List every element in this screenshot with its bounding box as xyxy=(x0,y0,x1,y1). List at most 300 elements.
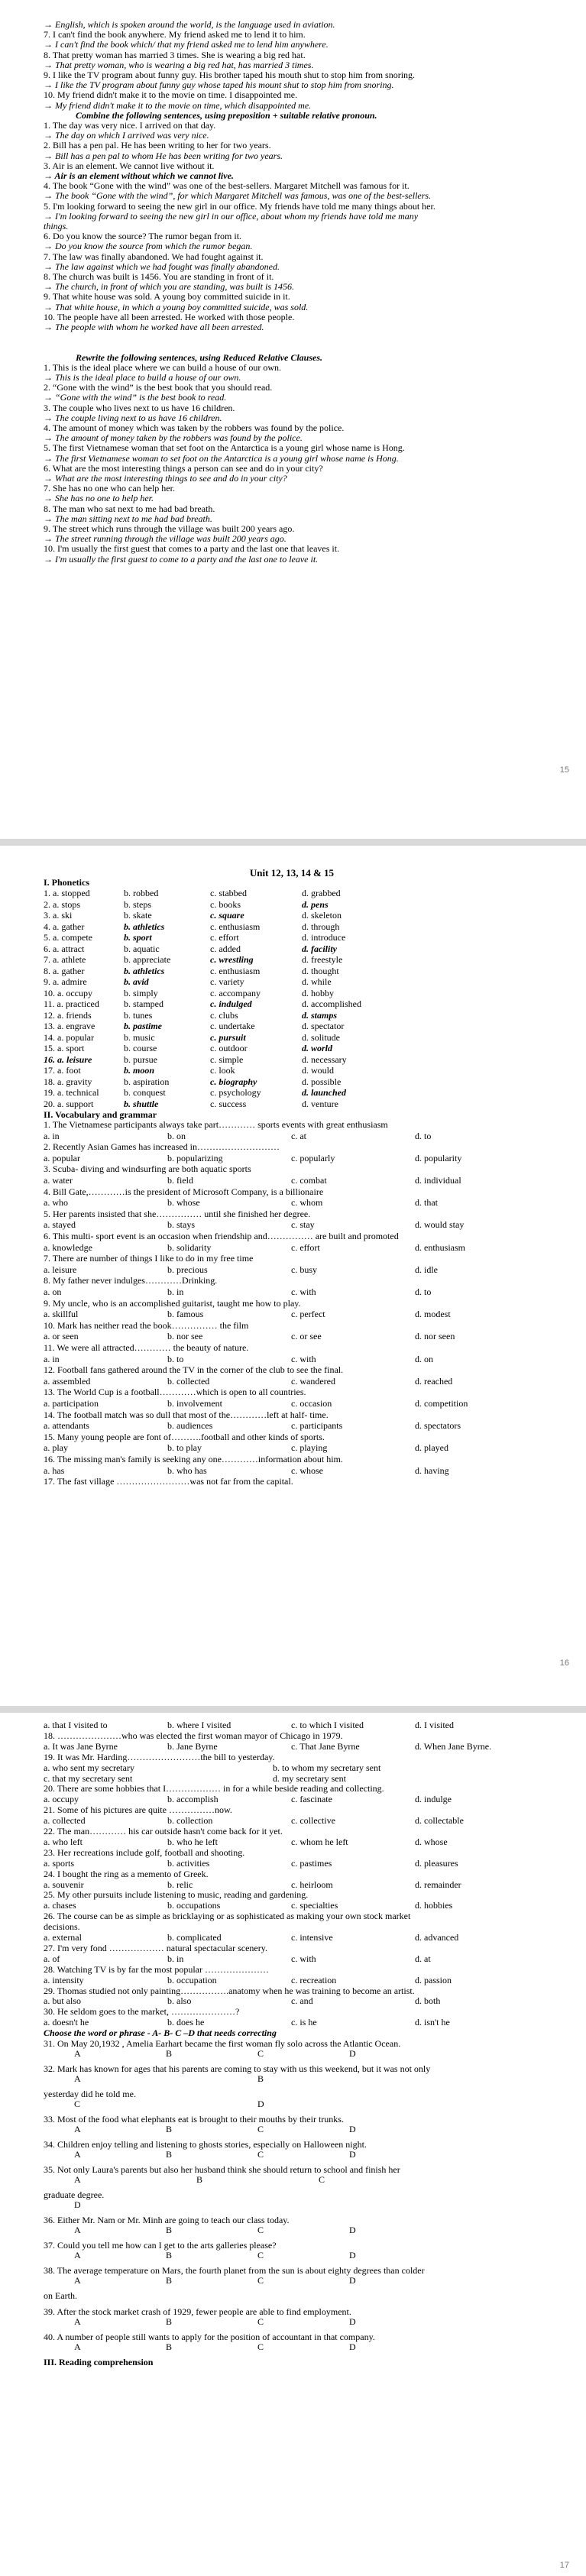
error-marker: B xyxy=(166,2250,173,2260)
answer-line: → The church, in front of which you are standing, was built is 1456. xyxy=(44,281,294,293)
vocab-option: d. modest xyxy=(415,1309,451,1320)
question-line: 4. The book “Gone with the wind” was one of the best-sellers. Margaret Mitchell was famous for it. xyxy=(44,180,410,192)
error-marker: A xyxy=(74,2250,81,2260)
vocab-options xyxy=(44,1354,540,1364)
error-marker: D xyxy=(349,2341,356,2352)
mc-option: d. my secretary sent xyxy=(273,1772,346,1784)
vocab-option: a. skillful xyxy=(44,1309,79,1320)
vocab-question: 7. There are number of things I like to do in my free time xyxy=(44,1253,254,1264)
mc-question: 23. Her recreations include golf, football and shooting. xyxy=(44,1846,245,1858)
vocab-option: c. stay xyxy=(291,1219,315,1231)
vocab-options xyxy=(44,1131,540,1141)
vocab-option: d. popularity xyxy=(415,1152,462,1163)
error-marker: D xyxy=(74,2199,81,2210)
phonetics-option: 9. a. admire xyxy=(44,976,87,987)
mc-option: b. to whom my secretary sent xyxy=(273,1762,381,1773)
error-marker: D xyxy=(349,2048,356,2059)
mc-question: 28. Watching TV is by far the most popular ………………… xyxy=(44,1963,270,1975)
phonetics-option: 12. a. friends xyxy=(44,1009,92,1021)
phonetics-option: c. success xyxy=(210,1098,247,1109)
phonetics-option: 2. a. stops xyxy=(44,898,80,910)
phonetics-option: 7. a. athlete xyxy=(44,954,86,965)
mc-option: a. of xyxy=(44,1953,60,1964)
phonetics-row xyxy=(44,1099,540,1110)
mc-options xyxy=(44,1880,540,1890)
phonetics-option: c. enthusiasm xyxy=(210,965,261,976)
question-line: 1. This is the ideal place where we can build a house of our own. xyxy=(44,361,282,373)
phonetics-option: 11. a. practiced xyxy=(44,998,99,1009)
phonetics-option: c. added xyxy=(210,943,241,954)
phonetics-option: c. outdoor xyxy=(210,1043,248,1053)
answer-line: → I'm looking forward to seeing the new girl in our office, about whom my friends have told me many xyxy=(44,210,419,222)
phonetics-heading: I. Phonetics xyxy=(44,877,89,888)
phonetics-option: c. accompany xyxy=(210,987,261,998)
phonetics-option: c. enthusiasm xyxy=(210,921,261,932)
vocab-question: 1. The Vietnamese participants always take part………… sports events with great enthusiasm xyxy=(44,1119,388,1130)
vocab-options xyxy=(44,1332,540,1341)
mc-question: 30. He seldom goes to the market, …………………? xyxy=(44,2006,240,2018)
question-line: 10. The people have all been arrested. He worked with those people. xyxy=(44,311,295,322)
phonetics-option: b. sport xyxy=(124,932,152,943)
mc-option: a. souvenir xyxy=(44,1879,84,1890)
answer-line: → “Gone with the wind” is the best book to read. xyxy=(44,392,227,403)
mc-options xyxy=(44,1816,540,1826)
vocab-question: 17. The fast village ……………………was not far from the capital. xyxy=(44,1476,293,1487)
phonetics-option: b. athletics xyxy=(124,921,165,932)
error-marker: C xyxy=(257,2341,264,2352)
mc-option: d. When Jane Byrne. xyxy=(415,1740,492,1752)
vocab-options xyxy=(44,1176,540,1186)
error-question: 36. Either Mr. Nam or Mr. Minh are going to teach our class today. xyxy=(44,2215,290,2225)
vocab-option: a. popular xyxy=(44,1152,80,1163)
error-marker: D xyxy=(349,2225,356,2235)
error-marker: C xyxy=(257,2124,264,2134)
vocab-option: b. whose xyxy=(167,1197,200,1209)
vocab-option: c. busy xyxy=(291,1264,317,1275)
phonetics-option: d. would xyxy=(302,1065,334,1076)
mc-question: 24. I bought the ring as a memento of Greek. xyxy=(44,1868,209,1879)
error-marker: B xyxy=(166,2048,173,2059)
mc-option: a. external xyxy=(44,1932,82,1943)
phonetics-row xyxy=(44,1010,540,1021)
vocab-question: 8. My father never indulges…………Drinking. xyxy=(44,1275,218,1286)
document-page-16 xyxy=(0,846,586,1706)
mc-option: a. but also xyxy=(44,1995,81,2007)
phonetics-option: b. aquatic xyxy=(124,943,160,954)
error-marker: B xyxy=(166,2341,173,2352)
error-marker: A xyxy=(74,2341,81,2352)
vocab-option: a. in xyxy=(44,1353,60,1364)
phonetics-option: c. square xyxy=(210,910,244,921)
vocab-question: 5. Her parents insisted that she…………… until she finished her degree. xyxy=(44,1208,311,1219)
phonetics-option: 16. a. leisure xyxy=(44,1053,92,1065)
phonetics-option: c. biography xyxy=(210,1076,257,1087)
vocab-option: c. perfect xyxy=(291,1309,325,1320)
vocab-options xyxy=(44,1154,540,1163)
mc-options xyxy=(44,1954,540,1964)
vocab-options xyxy=(44,1399,540,1409)
vocab-option: c. wandered xyxy=(291,1375,335,1387)
phonetics-option: 14. a. popular xyxy=(44,1031,94,1043)
error-marker: A xyxy=(74,2316,81,2327)
error-marker: C xyxy=(257,2048,264,2059)
error-marker: A xyxy=(74,2124,81,2134)
mc-option: c. and xyxy=(291,1995,313,2007)
vocab-options xyxy=(44,1377,540,1387)
error-question: 39. After the stock market crash of 1929, fewer people are able to find employment. xyxy=(44,2306,351,2317)
error-question: graduate degree. xyxy=(44,2189,105,2200)
mc-option: c. recreation xyxy=(291,1974,337,1985)
question-line: 3. The couple who lives next to us have 16 children. xyxy=(44,402,235,413)
mc-option: b. also xyxy=(167,1995,192,2007)
mc-option: c. is he xyxy=(291,2017,317,2028)
mc-option: a. chases xyxy=(44,1900,76,1911)
vocab-option: b. stays xyxy=(167,1219,195,1231)
answer-line: → The day on which I arrived was very nice. xyxy=(44,130,209,141)
mc-option: a. who left xyxy=(44,1836,83,1847)
answer-line: → I like the TV program about funny guy whose taped his mount shut to stop him from snoring. xyxy=(44,79,394,91)
vocab-option: c. whose xyxy=(291,1464,323,1476)
page-number: 15 xyxy=(559,765,569,775)
answer-line: → This is the ideal place to build a house of our own. xyxy=(44,372,241,383)
mc-option: a. that I visited to xyxy=(44,1720,108,1730)
vocab-question: 6. This multi- sport event is an occasion when friendship and…………… are built and promoted xyxy=(44,1231,399,1241)
phonetics-option: d. through xyxy=(302,921,340,932)
question-line: 6. Do you know the source? The rumor began from it. xyxy=(44,231,242,242)
answer-line: → My friend didn't make it to the movie on time, which disappointed me. xyxy=(44,99,312,111)
mc-question: 20. There are some hobbies that I……………… in for a while beside reading and collecting. xyxy=(44,1783,384,1794)
vocab-options xyxy=(44,1443,540,1453)
mc-question: decisions. xyxy=(44,1921,80,1933)
mc-option: c. specialties xyxy=(291,1900,338,1911)
phonetics-option: b. steps xyxy=(124,898,151,910)
phonetics-option: b. stamped xyxy=(124,998,163,1009)
error-marker: B xyxy=(166,2275,173,2286)
vocab-option: a. stayed xyxy=(44,1219,76,1231)
phonetics-option: d. accomplished xyxy=(302,998,361,1009)
page-number: 16 xyxy=(559,1659,569,1668)
phonetics-option: d. pens xyxy=(302,898,329,910)
error-marker: C xyxy=(319,2174,325,2185)
vocab-option: d. played xyxy=(415,1442,448,1454)
vocab-option: c. playing xyxy=(291,1442,328,1454)
mc-option: a. sports xyxy=(44,1857,74,1869)
vocab-option: d. nor seen xyxy=(415,1331,455,1342)
phonetics-row xyxy=(44,976,540,988)
phonetics-option: 8. a. gather xyxy=(44,965,85,976)
phonetics-row xyxy=(44,888,540,899)
answer-line: → The street running through the village was built 200 years ago. xyxy=(44,533,287,545)
phonetics-option: d. thought xyxy=(302,965,339,976)
error-question: 38. The average temperature on Mars, the fourth planet from the sun is about eighty degrees than colder xyxy=(44,2265,425,2276)
phonetics-option: c. indulged xyxy=(210,998,252,1009)
mc-question: 27. I'm very fond ……………… natural spectacular scenery. xyxy=(44,1942,267,1953)
mc-options xyxy=(44,1794,540,1804)
section-instruction: Rewrite the following sentences, using Reduced Relative Clauses. xyxy=(76,351,323,363)
phonetics-option: 15. a. sport xyxy=(44,1043,85,1053)
answer-line: → The law against which we had fought was finally abandoned. xyxy=(44,261,280,272)
vocab-question: 12. Football fans gathered around the TV in the corner of the club to see the final. xyxy=(44,1364,344,1376)
question-line: 2. Bill has a pen pal. He has been writing to her for two years. xyxy=(44,140,271,151)
vocab-option: a. who xyxy=(44,1197,68,1209)
vocab-option: a. participation xyxy=(44,1398,99,1409)
mc-options xyxy=(44,1763,540,1773)
phonetics-option: 10. a. occupy xyxy=(44,987,92,998)
phonetics-row xyxy=(44,954,540,966)
vocab-options xyxy=(44,1220,540,1230)
error-marker: C xyxy=(257,2149,264,2160)
vocab-option: d. competition xyxy=(415,1398,468,1409)
mc-options xyxy=(44,1720,540,1730)
phonetics-grid xyxy=(44,888,540,1109)
vocab-option: c. combat xyxy=(291,1175,327,1186)
mc-option: d. remainder xyxy=(415,1879,461,1890)
phonetics-option: c. books xyxy=(210,898,241,910)
mc-option: a. who sent my secretary xyxy=(44,1762,134,1773)
phonetics-option: c. effort xyxy=(210,932,239,943)
vocab-option: d. to xyxy=(415,1130,432,1141)
mc-option: c. pastimes xyxy=(291,1857,332,1869)
phonetics-option: b. music xyxy=(124,1031,155,1043)
mc-options xyxy=(44,1837,540,1847)
error-marker: D xyxy=(349,2149,356,2160)
vocab-option: a. in xyxy=(44,1130,60,1141)
phonetics-option: 13. a. engrave xyxy=(44,1021,96,1031)
phonetics-option: b. avid xyxy=(124,976,149,987)
phonetics-option: b. conquest xyxy=(124,1087,166,1098)
question-line: 10. My friend didn't make it to the movie on time. I disappointed me. xyxy=(44,89,298,101)
phonetics-option: d. stamps xyxy=(302,1009,338,1021)
phonetics-option: d. grabbed xyxy=(302,888,341,898)
answer-line: → English, which is spoken around the world, is the language used in aviation. xyxy=(44,19,335,30)
error-question: 33. Most of the food what elephants eat is brought to their mouths by their trunks. xyxy=(44,2114,344,2125)
vocab-option: b. nor see xyxy=(167,1331,203,1342)
phonetics-option: b. athletics xyxy=(124,965,165,976)
mc-question: 21. Some of his pictures are quite ……………now. xyxy=(44,1804,232,1816)
phonetics-option: 6. a. attract xyxy=(44,943,85,954)
vocab-option: b. field xyxy=(167,1175,193,1186)
error-question: 35. Not only Laura's parents but also her husband think she should return to school and finish her xyxy=(44,2164,400,2175)
vocab-question: 10. Mark has neither read the book…………… the film xyxy=(44,1319,249,1331)
question-line: 10. I'm usually the first guest that comes to a party and the last one that leaves it. xyxy=(44,543,340,555)
question-line: 4. The amount of money which was taken by the robbers was found by the police. xyxy=(44,422,345,433)
question-line: 5. The first Vietnamese woman that set foot on the Antarctica is a young girl whose name is Hong. xyxy=(44,442,405,454)
document-page-15 xyxy=(0,0,586,839)
vocab-question: 14. The football match was so dull that most of the…………left at half- time. xyxy=(44,1409,329,1420)
error-marker: D xyxy=(257,2099,264,2109)
phonetics-row xyxy=(44,932,540,943)
mc-option: d. advanced xyxy=(415,1932,459,1943)
phonetics-row xyxy=(44,998,540,1010)
error-marker: A xyxy=(74,2048,81,2059)
error-marker: B xyxy=(166,2316,173,2327)
phonetics-row xyxy=(44,910,540,921)
mc-option: c. fascinate xyxy=(291,1794,332,1805)
mc-option: a. collected xyxy=(44,1815,86,1827)
question-line: 9. I like the TV program about funny guy. His brother taped his mouth shut to stop him from snoring. xyxy=(44,70,416,80)
mc-option: b. accomplish xyxy=(167,1794,219,1805)
vocab-question: 13. The World Cup is a football…………which is open to all countries. xyxy=(44,1387,306,1398)
mc-option: d. I visited xyxy=(415,1720,454,1730)
vocab-option: d. having xyxy=(415,1464,449,1476)
vocab-option: b. precious xyxy=(167,1264,208,1275)
answer-line: → That white house, in which a young boy committed suicide, was sold. xyxy=(44,301,309,312)
error-marker: D xyxy=(349,2124,356,2134)
mc-option: b. collection xyxy=(167,1815,213,1827)
phonetics-option: d. possible xyxy=(302,1076,342,1087)
vocab-options xyxy=(44,1309,540,1319)
mc-option: a. doesn't he xyxy=(44,2017,89,2028)
phonetics-option: d. skeleton xyxy=(302,910,342,921)
error-marker: A xyxy=(74,2073,81,2084)
vocab-option: c. effort xyxy=(291,1241,320,1253)
vocab-options xyxy=(44,1287,540,1297)
phonetics-row xyxy=(44,943,540,955)
phonetics-row xyxy=(44,1087,540,1099)
vocab-question: 4. Bill Gate,…………is the president of Microsoft Company, is a billionaire xyxy=(44,1186,324,1197)
mc-option: c. That Jane Byrne xyxy=(291,1740,360,1752)
answer-line: → I'm usually the first guest to come to a party and the last one to leave it. xyxy=(44,553,319,565)
phonetics-row xyxy=(44,966,540,977)
mc-option: b. activities xyxy=(167,1857,210,1869)
mc-option: b. does he xyxy=(167,2017,205,2028)
phonetics-option: d. while xyxy=(302,976,332,987)
phonetics-option: d. spectator xyxy=(302,1021,345,1031)
error-marker: A xyxy=(74,2174,81,2185)
mc-options xyxy=(44,1933,540,1943)
error-marker: D xyxy=(349,2250,356,2260)
mc-option: b. where I visited xyxy=(167,1720,231,1730)
vocab-options xyxy=(44,1198,540,1208)
phonetics-option: b. moon xyxy=(124,1065,155,1076)
phonetics-option: c. variety xyxy=(210,976,244,987)
mc-option: b. who he left xyxy=(167,1836,218,1847)
phonetics-option: 18. a. gravity xyxy=(44,1076,92,1087)
mc-question: 29. Thomas studied not only painting…………….anatomy when he was training to become an artist. xyxy=(44,1985,415,1996)
phonetics-row xyxy=(44,988,540,999)
mc-option: b. in xyxy=(167,1953,184,1964)
phonetics-row xyxy=(44,1054,540,1066)
question-line: 7. She has no one who can help her. xyxy=(44,483,175,494)
phonetics-option: d. world xyxy=(302,1043,333,1053)
question-line: 5. I'm looking forward to seeing the new girl in our office. My friends have told me many things about her. xyxy=(44,200,435,212)
vocab-option: b. solidarity xyxy=(167,1241,212,1253)
phonetics-row xyxy=(44,1043,540,1054)
question-line: 1. The day was very nice. I arrived on that day. xyxy=(44,120,216,131)
vocab-options xyxy=(44,1265,540,1275)
mc-option: d. both xyxy=(415,1995,441,2007)
vocab-option: a. assembled xyxy=(44,1375,91,1387)
vocab-question: 9. My uncle, who is an accomplished guitarist, taught me how to play. xyxy=(44,1297,301,1309)
question-line: 8. The church was built is 1456. You are standing in front of it. xyxy=(44,271,274,282)
vocab-option: b. famous xyxy=(167,1309,204,1320)
answer-line: things. xyxy=(44,221,69,231)
error-question: 31. On May 20,1932 , Amelia Earhart became the first woman fly solo across the Atlantic Ocean. xyxy=(44,2038,401,2049)
mc-options xyxy=(44,2018,540,2027)
vocab-heading: II. Vocabulary and grammar xyxy=(44,1109,157,1120)
mc-option: d. at xyxy=(415,1953,431,1964)
answer-line: → That pretty woman, who is wearing a big red hat, has married 3 times. xyxy=(44,59,314,70)
reading-section-heading: III. Reading comprehension xyxy=(44,2357,154,2367)
vocab-option: a. knowledge xyxy=(44,1241,92,1253)
mc-option: c. with xyxy=(291,1953,316,1964)
mc-option: d. hobbies xyxy=(415,1900,453,1911)
vocab-option: a. has xyxy=(44,1464,65,1476)
answer-line: → Air is an element without which we cannot live. xyxy=(44,170,234,181)
vocab-option: d. spectators xyxy=(415,1420,461,1432)
phonetics-option: c. pursuit xyxy=(210,1031,246,1043)
question-line: 9. The street which runs through the village was built 200 years ago. xyxy=(44,523,295,534)
vocab-question: 2. Recently Asian Games has increased in……………………… xyxy=(44,1141,280,1153)
mc-option: d. pleasures xyxy=(415,1857,458,1869)
phonetics-option: b. simply xyxy=(124,987,158,998)
error-marker: B xyxy=(166,2225,173,2235)
mc-option: b. relic xyxy=(167,1879,193,1890)
phonetics-option: 5. a. compete xyxy=(44,932,92,943)
question-line: 2. “Gone with the wind” is the best book that you should read. xyxy=(44,382,273,393)
phonetics-option: b. skate xyxy=(124,910,152,921)
error-question: 32. Mark has known for ages that his parents are coming to stay with us this weekend, but it was not only xyxy=(44,2063,431,2074)
question-line: 7. The law was finally abandoned. We had fought against it. xyxy=(44,251,264,262)
mc-question: 19. It was Mr. Harding……………………the bill to yesterday. xyxy=(44,1751,275,1762)
answer-line: → The book “Gone with the wind”, for which Margaret Mitchell was famous, was one of the best-sellers. xyxy=(44,190,432,202)
mc-option: a. intensity xyxy=(44,1974,84,1985)
mc-option: d. passion xyxy=(415,1974,452,1985)
vocab-options xyxy=(44,1243,540,1253)
vocab-option: c. with xyxy=(291,1353,316,1364)
mc-options xyxy=(44,1774,540,1784)
answer-line: → I can't find the book which/ that my friend asked me to lend him anywhere. xyxy=(44,39,329,50)
mc-option: d. isn't he xyxy=(415,2017,450,2028)
phonetics-option: c. simple xyxy=(210,1053,244,1065)
error-marker: B xyxy=(257,2073,264,2084)
phonetics-option: c. psychology xyxy=(210,1087,261,1098)
section-instruction: Combine the following sentences, using preposition + suitable relative pronoun. xyxy=(76,109,377,121)
mc-option: c. intensive xyxy=(291,1932,333,1943)
phonetics-option: c. wrestling xyxy=(210,954,254,965)
vocab-question: 11. We were all attracted………… the beauty of nature. xyxy=(44,1342,249,1353)
vocab-option: b. audiences xyxy=(167,1420,213,1432)
mc-option: c. collective xyxy=(291,1815,335,1827)
error-question: 37. Could you tell me how can I get to the arts galleries please? xyxy=(44,2240,277,2251)
mc-question: 22. The man………… his car outside hasn't come back for it yet. xyxy=(44,1826,283,1837)
answer-line: → Do you know the source from which the rumor began. xyxy=(44,241,253,252)
phonetics-option: 1. a. stopped xyxy=(44,888,90,898)
answer-line: → The man sitting next to me had bad breath. xyxy=(44,513,212,524)
error-marker: D xyxy=(349,2316,356,2327)
vocab-option: b. to play xyxy=(167,1442,202,1454)
phonetics-option: d. venture xyxy=(302,1098,338,1109)
error-marker: A xyxy=(74,2225,81,2235)
phonetics-option: d. freestyle xyxy=(302,954,343,965)
phonetics-row xyxy=(44,1032,540,1044)
phonetics-option: b. pursue xyxy=(124,1053,157,1065)
mc-option: a. It was Jane Byrne xyxy=(44,1740,118,1752)
mc-option: d. indulge xyxy=(415,1794,452,1805)
question-line: 8. That pretty woman has married 3 times. She is wearing a big red hat. xyxy=(44,49,306,60)
question-line: 6. What are the most interesting things a person can see and do in your city? xyxy=(44,462,323,474)
mc-options xyxy=(44,1859,540,1869)
error-section-heading: Choose the word or phrase - A- B- C –D that needs correcting xyxy=(44,2027,277,2039)
question-line: 7. I can't find the book anywhere. My friend asked me to lend it to him. xyxy=(44,29,306,40)
error-question: 40. A number of people still wants to apply for the position of accountant in that company. xyxy=(44,2332,375,2342)
error-marker: B xyxy=(166,2149,173,2160)
phonetics-option: b. course xyxy=(124,1043,157,1053)
vocab-option: d. reached xyxy=(415,1375,453,1387)
error-marker: C xyxy=(257,2275,264,2286)
vocab-option: a. water xyxy=(44,1175,73,1186)
answer-line: → She has no one to help her. xyxy=(44,493,154,504)
